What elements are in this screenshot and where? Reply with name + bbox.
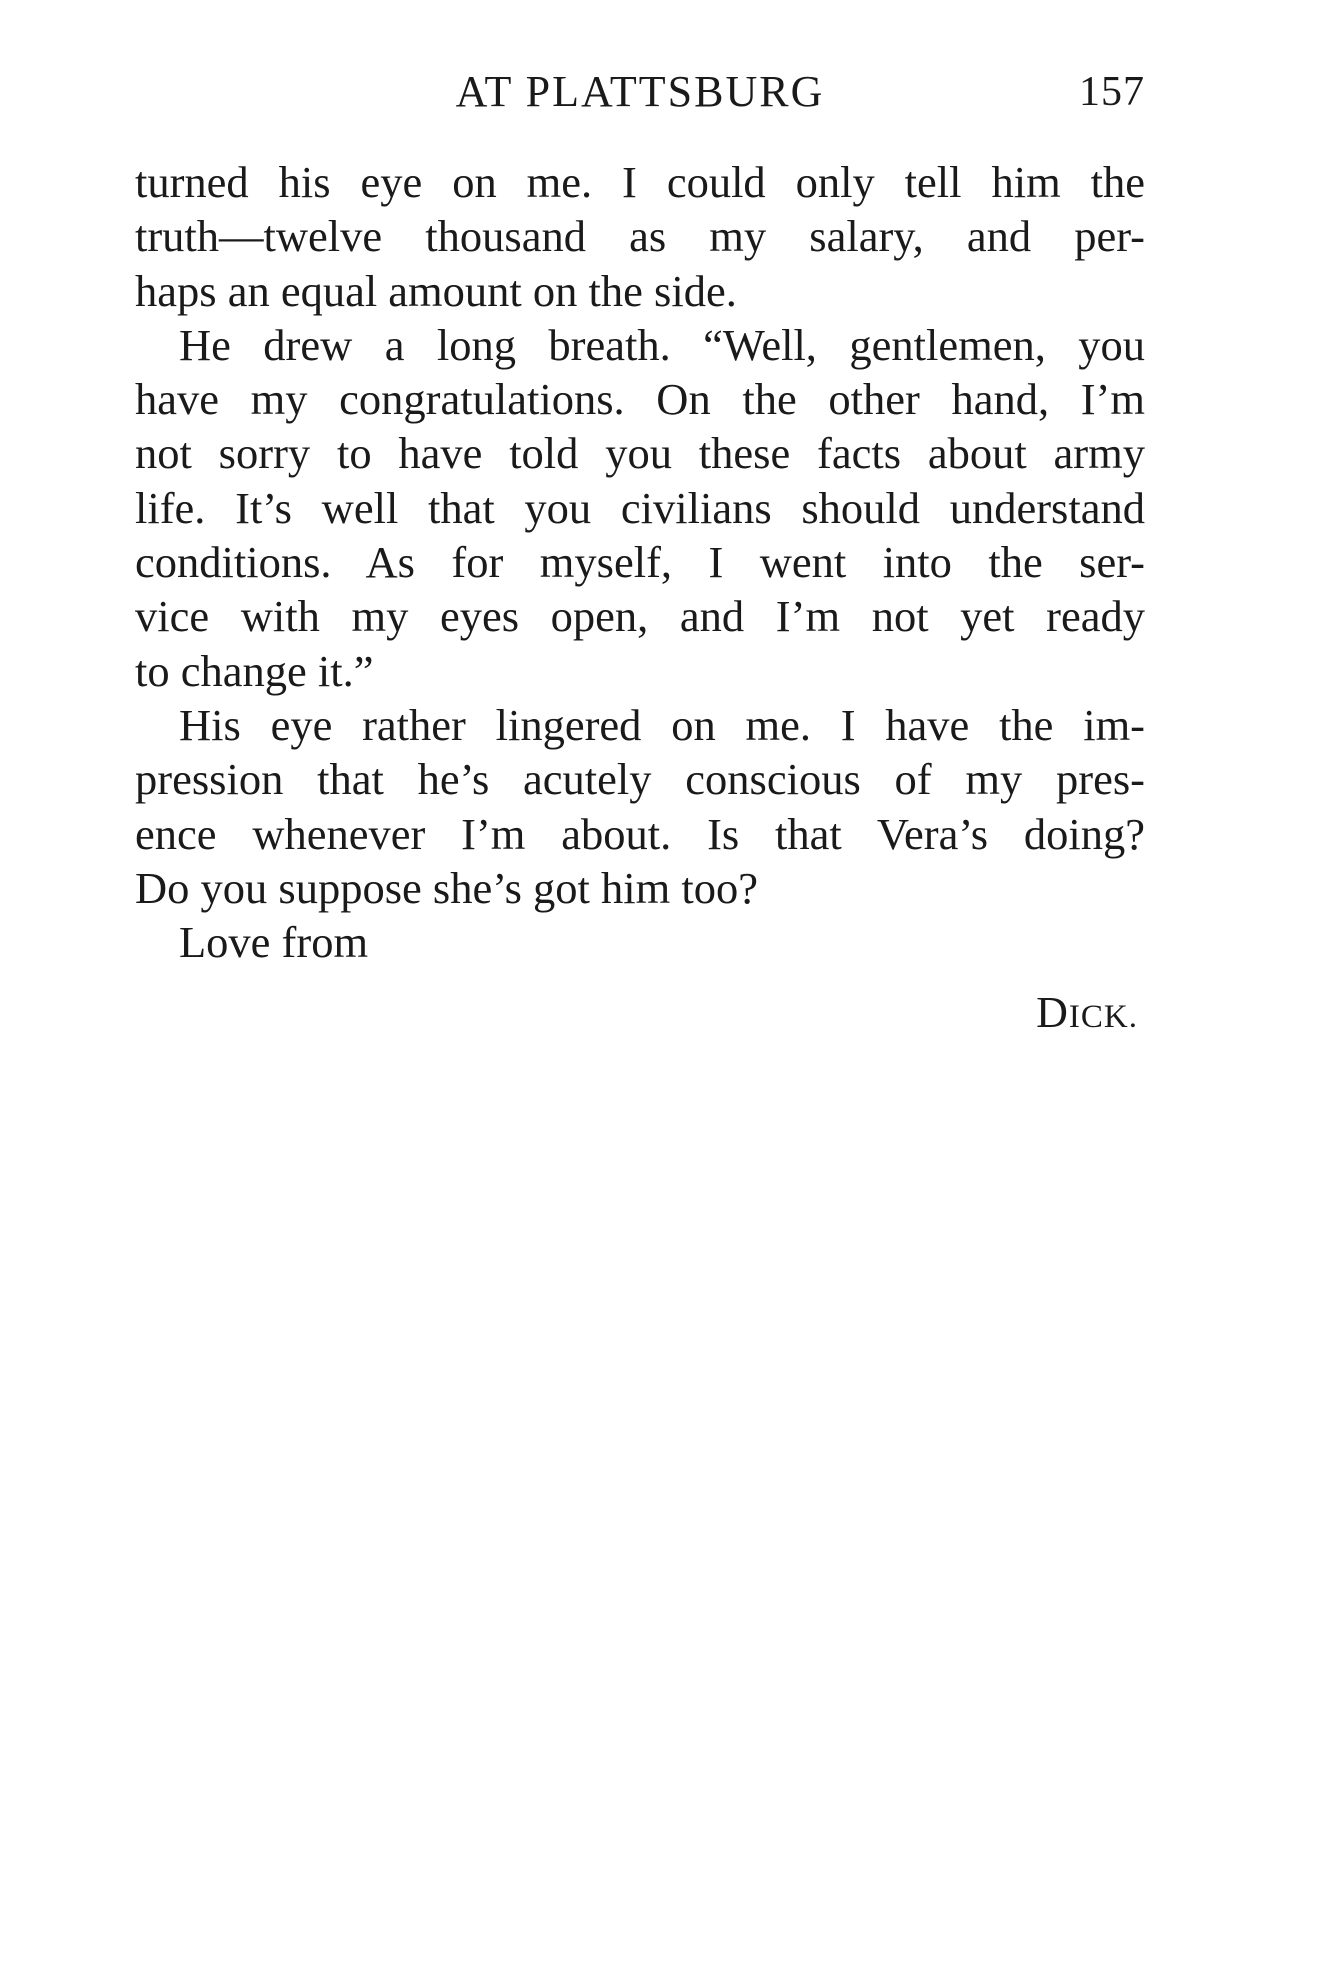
text-line: conditions. As for myself, I went into the ser- [135,537,1145,588]
text-line: turned his eye on me. I could only tell him the [135,157,1145,207]
text-line: haps an equal amount on the side. [135,265,737,316]
text-line: His eye rather lingered on me. I have the im- [179,699,1145,750]
text-line: truth—twelve thousand as my salary, and per- [135,211,1145,262]
text-line: pression that he’s acutely conscious of my pres- [135,754,1145,805]
running-title: AT PLATTSBURG [455,67,825,116]
text-line: ence whenever I’m about. Is that Vera’s doing? [135,808,1145,859]
text-line: to change it.” [135,645,374,696]
text-line: He drew a long breath. “Well, gentlemen, you [179,319,1145,370]
text-line: have my congratulations. On the other hand, I’m [135,374,1145,425]
text-line: life. It’s well that you civilians should understand [135,482,1145,533]
page-header [135,66,1145,126]
signature [1036,987,1138,1038]
closing-line: Love from [179,917,369,968]
signature-initial: D [1036,988,1069,1037]
text-line: vice with my eyes open, and I’m not yet ready [135,591,1145,642]
text-line: Do you suppose she’s got him too? [135,862,758,913]
body-text [135,155,1145,969]
signature-rest: ICK. [1068,999,1138,1035]
page-number: 157 [1079,69,1145,115]
text-line: not sorry to have told you these facts about army [135,428,1145,479]
